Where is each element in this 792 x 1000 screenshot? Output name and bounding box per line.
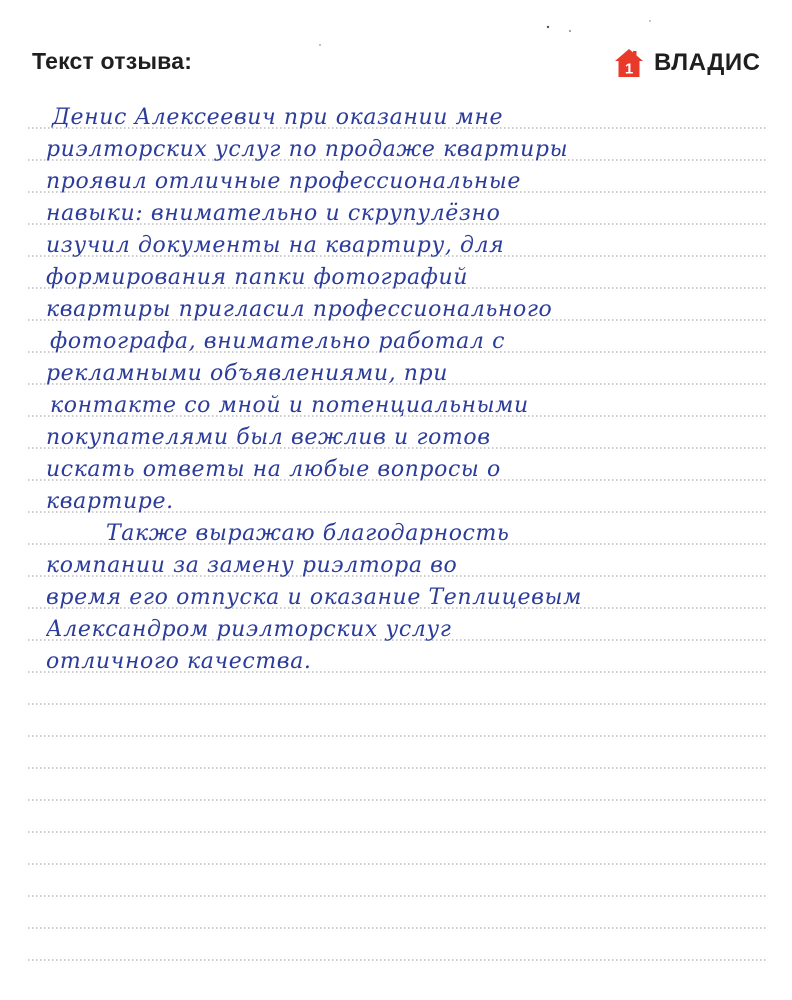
handwritten-line: время его отпуска и оказание Теплицевым <box>46 585 582 610</box>
paper-specks <box>0 0 792 60</box>
svg-text:1: 1 <box>624 60 634 78</box>
handwritten-line: покупателями был вежлив и готов <box>46 425 491 450</box>
brand-name: ВЛАДИС <box>654 49 761 76</box>
page-title: Текст отзыва: <box>32 48 193 74</box>
handwritten-line: отличного качества. <box>46 649 312 674</box>
handwritten-line: рекламными объявлениями, при <box>46 361 448 386</box>
handwritten-line: квартире. <box>46 489 174 514</box>
handwritten-line: контакте со мной и потенциальными <box>50 393 529 418</box>
handwritten-line: навыки: внимательно и скрупулёзно <box>46 201 501 226</box>
handwritten-line: изучил документы на квартиру, для <box>46 233 505 258</box>
handwritten-line: Денис Алексеевич при оказании мне <box>52 105 504 130</box>
handwritten-line: формирования папки фотографий <box>46 265 469 290</box>
review-sheet <box>28 96 768 992</box>
handwritten-line: фотографа, внимательно работал с <box>50 329 505 354</box>
handwritten-line: проявил отличные профессиональные <box>46 169 522 194</box>
handwritten-line: компании за замену риэлтора во <box>46 553 458 578</box>
handwritten-line: искать ответы на любые вопросы о <box>46 457 501 482</box>
handwritten-line: Также выражаю благодарность <box>106 521 510 546</box>
handwritten-line: риэлторских услуг по продаже квартиры <box>46 137 569 162</box>
handwritten-line: Александром риэлторских услуг <box>46 617 452 642</box>
handwritten-line: квартиры пригласил профессионального <box>46 297 553 322</box>
handwritten-review-text <box>46 102 768 678</box>
